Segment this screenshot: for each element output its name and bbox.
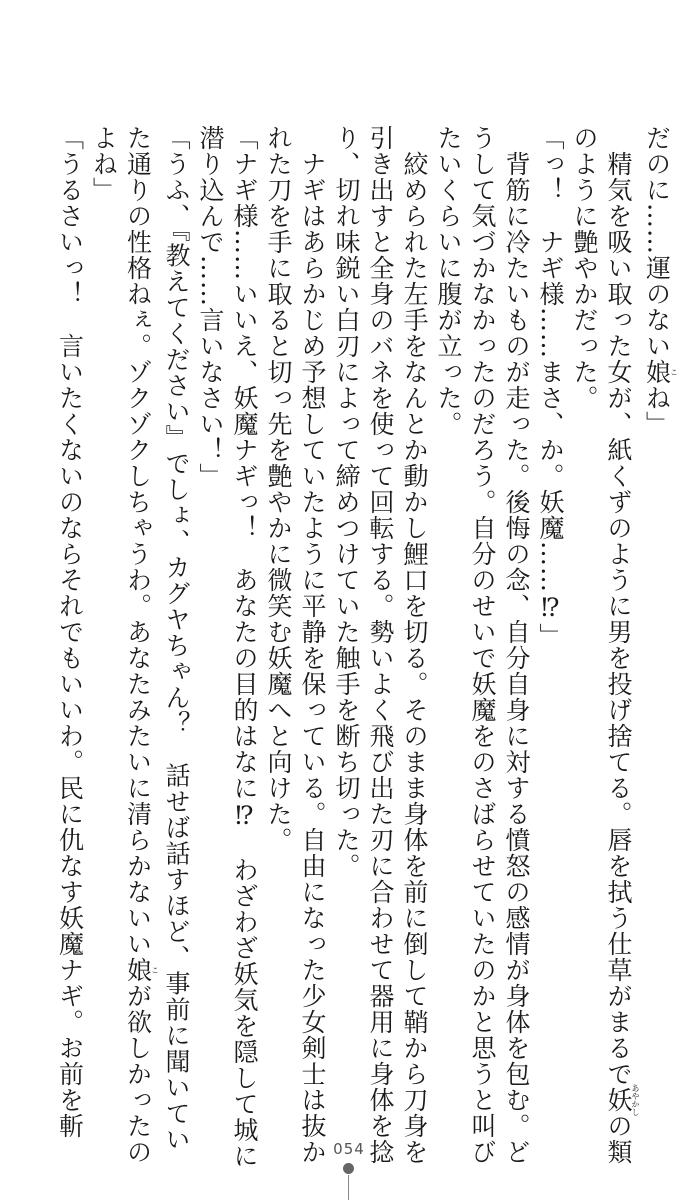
page-marker-dot bbox=[343, 1163, 354, 1174]
text-line: 「うるさいっ！ 言いたくないのならそれでもいいわ。民に仇なす妖魔ナギ。お前を斬 bbox=[55, 125, 85, 1139]
ruby-word: 娘こ bbox=[642, 359, 679, 385]
page-marker-line bbox=[348, 1175, 349, 1200]
text-line: 「うふ、『教えてください』でしょ、カグヤちゃん？ 話せば話すほど、事前に聞いてい bbox=[162, 125, 191, 1153]
page-number: 054 bbox=[333, 1140, 365, 1158]
text-line: よね」 bbox=[89, 125, 119, 203]
text-line: 引き出すと全身のバネを使って回転する。勢いよく飛び出た刃に合わせて器用に身体を捻 bbox=[366, 125, 395, 1165]
text-line: たいくらいに腹が立った。 bbox=[434, 125, 463, 437]
text-line: り、切れ味鋭い白刃によって締めつけていた触手を断ち切った。 bbox=[332, 125, 361, 879]
text-line: のように艶やかだった。 bbox=[570, 125, 599, 411]
text-line: うして気づかなかったのだろう。自分のせいで妖魔をのさばらせていたのかと思うと叫び bbox=[468, 125, 497, 1165]
text-line: 「ナギ様……いいえ、妖魔ナギっ！ あなたの目的はなに⁉ わざわざ妖気を隠して城に bbox=[230, 125, 259, 1169]
text-line: 絞められた左手をなんとか動かし鯉口を切る。そのまま身体を前に倒して鞘から刀身を bbox=[400, 125, 429, 1165]
text-line: た通りの性格ねぇ。ゾクゾクしちゃうわ。あなたみたいに清らかないい娘こが欲しかったの bbox=[123, 125, 160, 1165]
text-line: だのに……運のない娘こね」 bbox=[642, 125, 679, 437]
text-line: 潜り込んで……言いなさい！」 bbox=[196, 125, 225, 489]
text-line: 「っ！ ナギ様……まさ、か。妖魔……⁉」 bbox=[536, 125, 565, 649]
ruby-word: 妖あやかし bbox=[604, 1084, 640, 1116]
text-line: 背筋に冷たいものが走った。後悔の念、自分自身に対する憤怒の感情が身体を包む。ど bbox=[502, 125, 531, 1165]
text-line: ナギはあらかじめ予想していたように平静を保っている。自由になった少女剣士は抜か bbox=[298, 125, 327, 1165]
text-line: 精気を吸い取った女が、紙くずのように男を投げ捨てる。唇を拭う仕草がまるで妖あやかしの類 bbox=[604, 125, 640, 1165]
ruby-word: 娘こ bbox=[123, 957, 160, 983]
text-line: れた刀を手に取ると切っ先を艶やかに微笑む妖魔へと向けた。 bbox=[264, 125, 293, 853]
